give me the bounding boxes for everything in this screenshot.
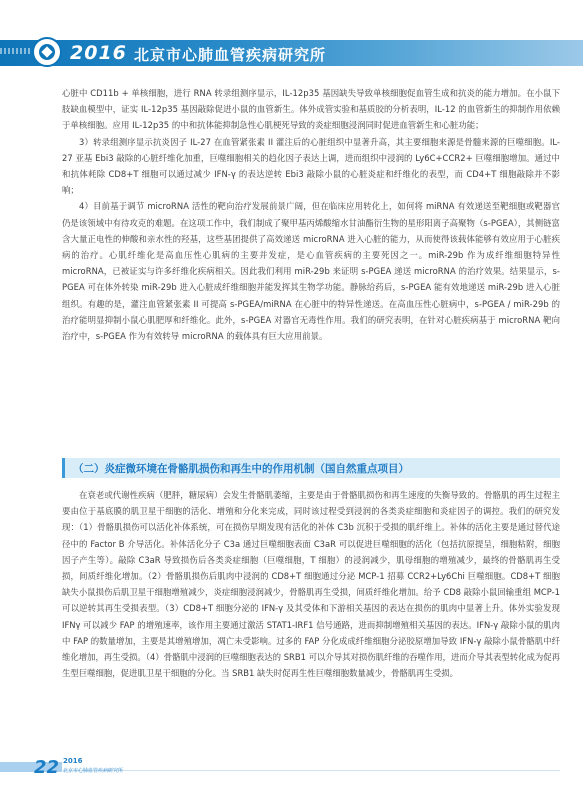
section-heading (62, 458, 560, 478)
section-title: （二）炎症微环境在骨骼肌损伤和再生中的作用机制（国自然重点项目） (73, 463, 409, 475)
header-year: 2016 (70, 42, 127, 64)
footer-year: 2016 (63, 757, 83, 765)
page-number: 22 (34, 757, 60, 778)
paragraph-1: 心脏中 CD11b + 单核细胞，进行 RNA 转录组测序显示，IL-12p35 基因缺失导致单核细胞促血管生成和抗炎的能力增加。在小鼠下肢缺血模型中，证实 IL-12p35 基因敲除促进小鼠的血管新生。体外成管实验和基质胶的分析表明，IL-12 的血管新生的抑制作用依赖于单核细胞。应用 IL-12p35 的中和抗体能抑制急性心肌梗死导致的炎症细胞浸润同时促进血管新生和心脏功能； (62, 88, 560, 131)
body-text-bottom (62, 487, 560, 681)
footer-divider (62, 770, 560, 771)
header-decoration (0, 48, 30, 54)
institute-logo-icon (32, 37, 62, 67)
paragraph-4: 在衰老或代谢性疾病（肥胖，糖尿病）会发生骨骼肌萎缩，主要是由于骨骼肌损伤和再生速度的失衡导致的。骨骼肌的再生过程主要由位于基底膜的肌卫星干细胞的活化、增殖和分化来完成，同时该过程受到浸润的各类炎症细胞和炎症因子的调控。我们的研究发现：（1）骨骼肌损伤可以活化补体系统，可在损伤早期发现有活化的补体 C3b 沉积于受损的肌纤维上。补体的活化主要是通过替代途径中的 Factor B 介导活化。补体活化分子 C3a 通过巨噬细胞表面 C3aR 可以促进巨噬细胞的活化（包括抗原提呈，细胞粘附，细胞因子产生等）。敲除 C3aR 导致损伤后各类炎症细胞（巨噬细胞，T 细胞）的浸润减少，肌母细胞的增殖减少，最终的骨骼肌再生受损，间质纤维化增加。（2）骨骼肌损伤后肌肉中浸润的 CD8+T 细胞通过分泌 MCP-1 招募 CCR2+Ly6Chi 巨噬细胞。CD8+T 细胞缺失小鼠损伤后肌卫星干细胞增殖减少，炎症细胞浸润减少，骨骼肌再生受损，间质纤维化增加。给予 CD8 敲除小鼠回输重组 MCP-1 可以逆转其再生受损表型。（3）CD8+T 细胞分泌的 IFN-γ 及其受体和下游相关基因的表达在损伤的肌肉中显著上升。体外实验发现 IFNγ 可以减少 FAP 的增殖速率，该作用主要通过激活 STAT1-IRF1 信号通路，进而抑制增殖相关基因的表达。IFN-γ 敲除小鼠的肌肉中 FAP 的数量增加，主要是其增殖增加，凋亡未受影响。过多的 FAP 分化成成纤维细胞分泌胶原增加导致 IFN-γ 敲除小鼠骨骼肌中纤维化增加，再生受损。（4）骨骼肌中浸润的巨噬细胞表达的 SRB1 可以介导其对损伤肌纤维的吞噬作用，进而介导其表型转化成为促再生型巨噬细胞，促进肌卫星干细胞的分化。当 SRB1 缺失时促再生性巨噬细胞数量减少，骨骼肌再生受损。 (62, 490, 560, 679)
paragraph-3: 4）目前基于调节 microRNA 活性的靶向治疗发展前景广阔，但在临床应用转化上，如何将 miRNA 有效递送至靶细胞或靶器官仍是该领域中有待攻克的难题。在这项工作中，我们制成了聚甲基丙烯酸缩水甘油酯衍生物的星形阳离子高聚物（s-PGEA），其侧链富含大量正电性的伸酸和亲水性的羟基，这些基团提供了高效递送 microRNA 进入心脏的能力，从而使得该载体能够有效应用于心脏疾病的治疗。心肌纤维化是高血压性心肌病的主要并发症，是心血管疾病的主要死因之一。miR-29b 作为成纤维细胞特异性 microRNA，已被证实与许多纤维化疾病相关。因此我们利用 miR-29b 来证明 s-PGEA 递送 microRNA 的治疗效果。结果显示，s-PGEA 可在体外转染 miR-29b 进入心脏成纤维细胞并能发挥其生物学功能。静脉给药后，s-PGEA 能有效地递送 miR-29b 进入心脏组织。有趣的是，灌注血管紧张素 II 可提高 s-PGEA/miRNA 在心脏中的特异性递送。在高血压性心脏病中，s-PGEA / miR-29b 的治疗能明显抑制小鼠心肌肥厚和纤维化。此外，s-PGEA 对器官无毒性作用。我们的研究表明，在针对心脏疾病基于 microRNA 靶向治疗中，s-PGEA 作为有效转导 microRNA 的载体具有巨大应用前景。 (62, 201, 560, 342)
page-header (0, 40, 583, 66)
paragraph-2: 3）转录组测序显示抗炎因子 IL-27 在血管紧张素 II 灌注后的心脏组织中显著升高，其主要细胞来源是骨髓来源的巨噬细胞。IL-27 亚基 Ebi3 敲除的心脏纤维化加重，巨噬细胞相关的趋化因子表达上调，进而组织中浸润的 Ly6C+CCR2+ 巨噬细胞增加。通过中和抗体耗除 CD8+T 细胞可以通过减少 IFN-γ 的表达逆转 Ebi3 敲除小鼠的心脏炎症和纤维化的表型，而 CD4+T 细胞敲除并不影响； (62, 136, 560, 196)
footer-institution: 北京市心肺血管疾病研究所 (63, 768, 124, 774)
body-text-top (62, 85, 560, 344)
header-institution: 北京市心肺血管疾病研究所 (134, 46, 327, 64)
